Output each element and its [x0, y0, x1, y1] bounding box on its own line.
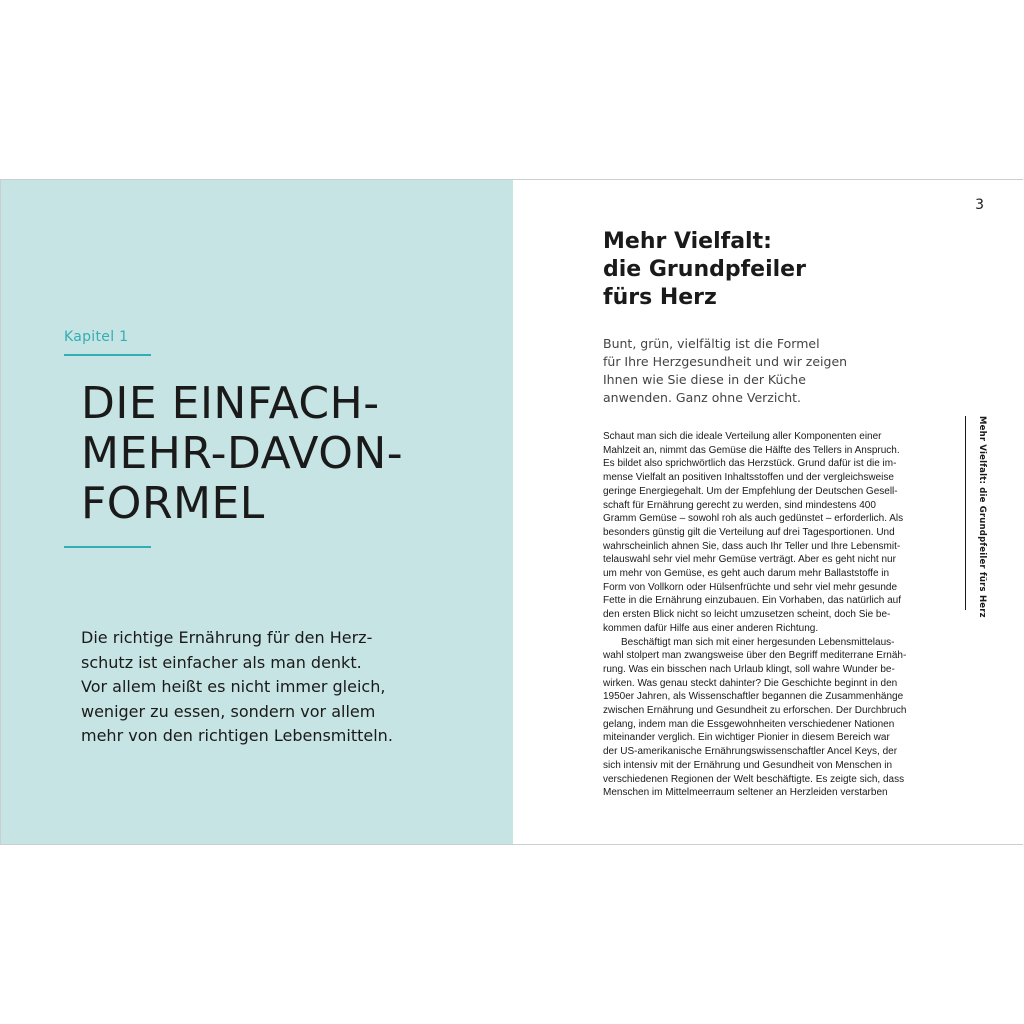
chapter-label: Kapitel 1: [64, 329, 129, 345]
body-line: telauswahl sehr viel mehr Gemüse verträgt. Aber es geht nicht nur: [603, 554, 896, 566]
chapter-title: [81, 379, 501, 529]
body-line: zwischen Ernährung und Gesundheit zu erforschen. Der Durchbruch: [603, 705, 907, 717]
lead-line: Ihnen wie Sie diese in der Küche: [603, 372, 806, 387]
body-line: wahl stolpert man zwangsweise über den Begriff mediterrane Ernäh-: [603, 650, 907, 662]
section-title-line: Mehr Vielfalt:: [603, 229, 772, 254]
chapter-title-line: FORMEL: [81, 478, 265, 529]
body-line: um mehr von Gemüse, es geht auch darum mehr Ballaststoffe in: [603, 568, 890, 580]
book-spread: [0, 179, 1023, 845]
lead-line: Bunt, grün, vielfältig ist die Formel: [603, 336, 820, 351]
body-line: den ersten Blick nicht so leicht umzusetzen scheint, doch Sie be-: [603, 609, 891, 621]
body-line: Schaut man sich die ideale Verteilung aller Komponenten einer: [603, 431, 882, 442]
body-line: Fette in die Ernährung einzubauen. Ein Vorhaben, das natürlich auf: [603, 595, 901, 607]
chapter-title-line: DIE EINFACH-: [81, 378, 380, 429]
body-line: besonders günstig gilt die Verteilung auf drei Tagesportionen. Und: [603, 526, 895, 538]
body-line: verschiedenen Regionen der Welt beschäftigte. Es zeigte sich, dass: [603, 773, 905, 785]
body-line: Es bildet also sprichwörtlich das Herzstück. Grund dafür ist die im-: [603, 458, 897, 470]
body-line: Gramm Gemüse – sowohl roh als auch gedünstet – erforderlich. Als: [603, 513, 904, 525]
right-page: [513, 180, 1023, 844]
body-line: Mahlzeit an, nimmt das Gemüse die Hälfte des Tellers in Anspruch.: [603, 444, 900, 456]
lead-paragraph: [603, 335, 847, 407]
accent-rule-top: [64, 354, 151, 356]
body-line: miteinander verglich. Ein wichtiger Pionier in diesem Bereich war: [603, 732, 890, 744]
lead-line: für Ihre Herzgesundheit und wir zeigen: [603, 354, 848, 369]
body-line: geringe Energiegehalt. Um der Empfehlung der Deutschen Gesell-: [603, 485, 898, 497]
body-line: gelang, indem man die Essgewohnheiten verschiedener Nationen: [603, 718, 895, 730]
body-line: 1950er Jahren, als Wissenschaftler begannen die Zusammenhänge: [603, 691, 904, 703]
running-title: [971, 416, 993, 616]
body-line: wirken. Was genau steckt dahinter? Die Geschichte beginnt in den: [603, 677, 898, 689]
section-title-line: die Grundpfeiler: [603, 257, 806, 282]
body-line: rung. Was ein bisschen nach Urlaub klingt, soll wahre Wunder be-: [603, 663, 895, 675]
body-line: schaft für Ernährung gerecht zu werden, sind mindestens 400: [603, 499, 876, 511]
body-line: sich intensiv mit der Ernährung und Gesundheit von Menschen in: [603, 759, 893, 771]
accent-rule-bottom: [64, 546, 151, 548]
intro-line: Die richtige Ernährung für den Herz-: [81, 628, 373, 647]
intro-line: mehr von den richtigen Lebensmitteln.: [81, 726, 393, 745]
body-line: mense Vielfalt an positiven Inhaltsstoffen und der vergleichsweise: [603, 472, 894, 484]
chapter-intro: [81, 626, 441, 749]
left-page: [1, 180, 513, 844]
body-text: [603, 430, 933, 800]
intro-line: Vor allem heißt es nicht immer gleich,: [81, 677, 386, 696]
page-number: 3: [975, 197, 984, 213]
running-title-text: Mehr Vielfalt: die Grundpfeiler fürs Herz: [977, 416, 987, 618]
chapter-title-line: MEHR-DAVON-: [81, 428, 404, 479]
section-title: [603, 228, 806, 312]
running-title-rule: [965, 416, 966, 610]
section-title-line: fürs Herz: [603, 285, 717, 310]
lead-line: anwenden. Ganz ohne Verzicht.: [603, 390, 801, 405]
body-line: Menschen im Mittelmeerraum seltener an Herzleiden verstarben: [603, 787, 888, 799]
body-line: Beschäftigt man sich mit einer hergesunden Lebensmittelaus-: [621, 636, 895, 648]
body-line: kommen dafür Hilfe aus einer anderen Richtung.: [603, 622, 819, 634]
body-line: der US-amerikanische Ernährungswissenschaftler Ancel Keys, der: [603, 746, 898, 758]
intro-line: weniger zu essen, sondern vor allem: [81, 701, 376, 721]
body-line: wahrscheinlich ahnen Sie, dass auch Ihr Teller und Ihre Lebensmit-: [603, 540, 901, 552]
intro-line: schutz ist einfacher als man denkt.: [81, 652, 362, 672]
body-line: Form von Vollkorn oder Hülsenfrüchte und sehr viel mehr gesunde: [603, 581, 898, 593]
